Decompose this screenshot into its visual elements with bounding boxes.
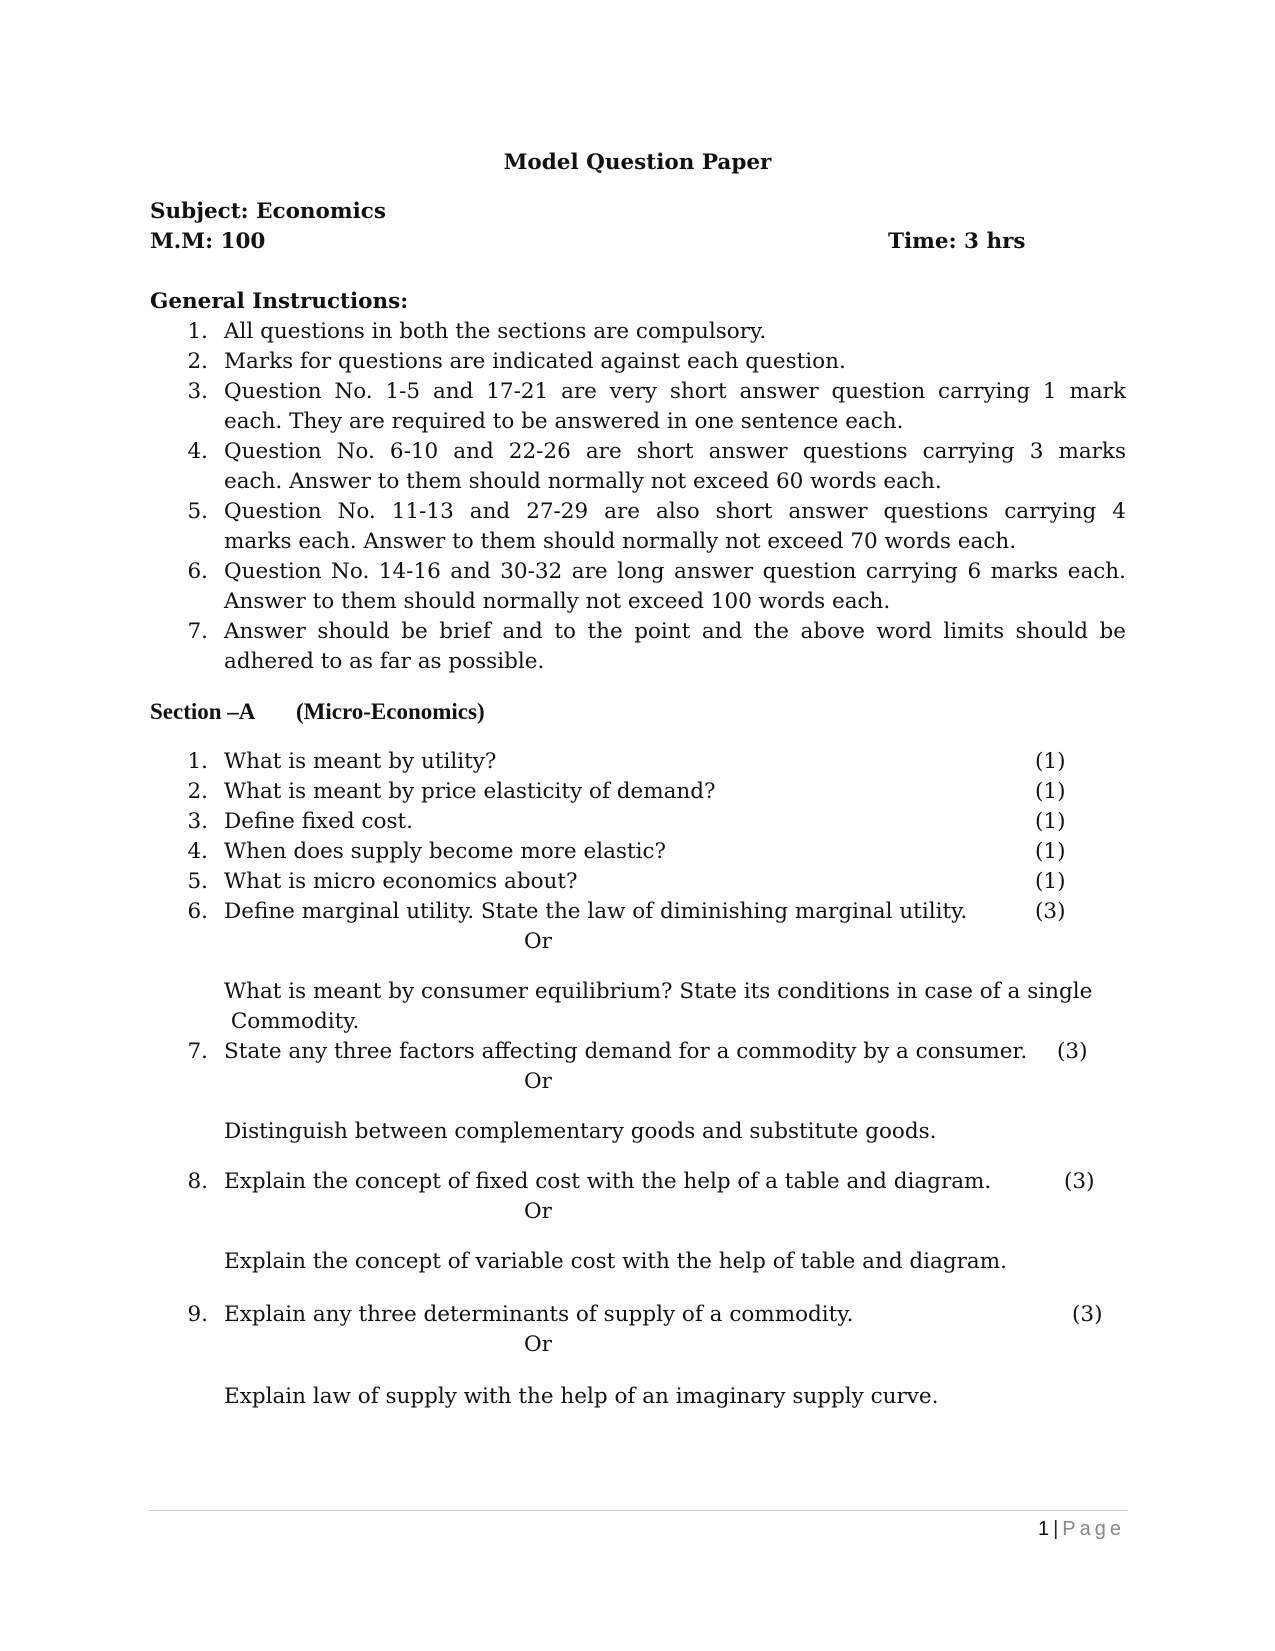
question-marks: (1) [1035,779,1066,804]
max-marks-label: M.M: 100 [150,229,266,254]
instruction-text: Marks for questions are indicated against each question. [224,349,846,374]
instruction-number: 5. [187,499,208,524]
question-number: 9. [187,1302,208,1327]
question-number: 8. [187,1169,208,1194]
instruction-text-continued: each. They are required to be answered in one sentence each. [224,409,904,434]
question-text: What is micro economics about? [224,869,578,894]
section-subtitle: (Micro-Economics) [296,699,485,724]
instructions-heading: General Instructions: [150,289,409,314]
question-text: When does supply become more elastic? [224,839,667,864]
question-number: 5. [187,869,208,894]
question-marks: (3) [1072,1302,1103,1327]
instruction-text: Question No. 1-5 and 17-21 are very short answer question carrying 1 mark [224,379,1126,404]
alternative-question-text: Explain the concept of variable cost with the help of table and diagram. [224,1249,1007,1274]
instruction-number: 3. [187,379,208,404]
question-number: 3. [187,809,208,834]
instruction-text: Question No. 14-16 and 30-32 are long answer question carrying 6 marks each. [224,559,1126,584]
alternative-question-text-continued: Commodity. [224,1009,360,1034]
question-text: What is meant by utility? [224,749,497,774]
alternative-question-text: Explain law of supply with the help of an imaginary supply curve. [224,1384,939,1409]
question-marks: (1) [1035,869,1066,894]
question-text: Define marginal utility. State the law of diminishing marginal utility. [224,899,968,924]
question-marks: (1) [1035,839,1066,864]
subject-label: Subject: Economics [150,199,386,224]
alternative-question-text: Distinguish between complementary goods and substitute goods. [224,1119,937,1144]
instruction-text-continued: Answer to them should normally not exceed 100 words each. [224,589,891,614]
question-text: What is meant by price elasticity of demand? [224,779,716,804]
instruction-text: Answer should be brief and to the point and the above word limits should be [224,619,1126,644]
instruction-number: 7. [187,619,208,644]
instruction-text-continued: adhered to as far as possible. [224,649,545,674]
question-text: Define fixed cost. [224,809,413,834]
instruction-number: 2. [187,349,208,374]
question-text: Explain the concept of fixed cost with the help of a table and diagram. [224,1169,992,1194]
section-heading: Section –A [150,699,256,724]
question-marks: (1) [1035,809,1066,834]
page-label: Page [1062,1518,1125,1540]
alternative-question-text: What is meant by consumer equilibrium? State its conditions in case of a single [224,979,1093,1004]
instruction-text: All questions in both the sections are compulsory. [224,319,767,344]
question-marks: (1) [1035,749,1066,774]
question-marks: (3) [1064,1169,1095,1194]
instruction-number: 6. [187,559,208,584]
instruction-text: Question No. 6-10 and 22-26 are short answer questions carrying 3 marks [224,439,1126,464]
page-title: Model Question Paper [503,150,772,175]
time-label: Time: 3 hrs [888,229,1026,254]
question-text: Explain any three determinants of supply of a commodity. [224,1302,854,1327]
instruction-number: 1. [187,319,208,344]
or-divider: Or [524,1199,552,1224]
footer-divider [148,1510,1128,1511]
or-divider: Or [524,1069,552,1094]
question-marks: (3) [1057,1039,1088,1064]
or-divider: Or [524,929,552,954]
page-footer [1038,1518,1125,1541]
question-marks: (3) [1035,899,1066,924]
question-number: 1. [187,749,208,774]
question-number: 2. [187,779,208,804]
or-divider: Or [524,1332,552,1357]
question-number: 6. [187,899,208,924]
question-text: State any three factors affecting demand for a commodity by a consumer. [224,1039,1028,1064]
footer-separator: | [1053,1518,1059,1540]
instruction-text-continued: marks each. Answer to them should normally not exceed 70 words each. [224,529,1017,554]
page-number: 1 [1037,1518,1050,1540]
instruction-text: Question No. 11-13 and 27-29 are also short answer questions carrying 4 [224,499,1126,524]
question-number: 7. [187,1039,208,1064]
instruction-number: 4. [187,439,208,464]
instruction-text-continued: each. Answer to them should normally not exceed 60 words each. [224,469,942,494]
question-number: 4. [187,839,208,864]
